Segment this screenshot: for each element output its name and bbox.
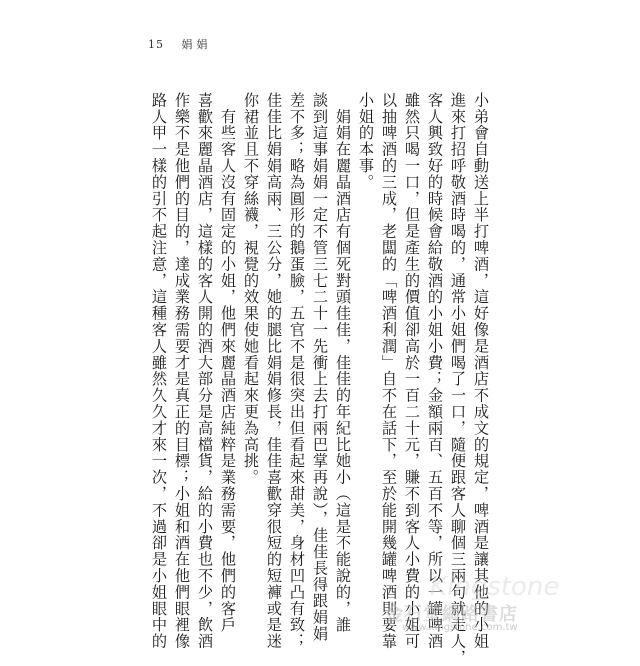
chapter-title: 娟娟 (181, 38, 212, 51)
text-column: 差不多；略為圓形的鵝蛋臉，五官不是很突出但看起來甜美，身材凹凸有致； (288, 92, 306, 650)
text-column: 談到這事娟娟一定不管三七二十一先衝上去打兩巴掌再說），佳佳長得跟娟娟 (311, 92, 329, 642)
text-column: 小弟會自動送上半打啤酒，這好像是酒店不成文的規定，啤酒是讓其他的小姐 (472, 92, 490, 650)
watermark-name: 金石堂網路書店 (385, 604, 518, 625)
watermark-script: Kingstone (430, 572, 560, 602)
text-column: 客人興致好的時候會給敬酒的小姐小費；金額兩百、五百不等，所以一罐啤酒 (426, 92, 444, 650)
text-column: 娟娟在麗晶酒店有個死對頭佳佳，佳佳的年紀比她小（這是不能說的，誰 (334, 92, 352, 634)
text-column: 以抽啤酒的三成，老闆的「啤酒利潤」自不在話下，至於能開幾罐啤酒則要靠 (380, 92, 398, 650)
text-column: 你裙並且不穿絲襪，視覺的效果使她看起來更為高挑。 (242, 92, 260, 486)
page-number: 15 (148, 38, 164, 51)
text-column: 喜歡來麗晶酒店，這樣的客人開的酒大部分是高檔貨，給的小費也不少，飲酒 (196, 92, 214, 650)
text-column: 雖然只喝一口，但是產生的價值卻高於一百二十元，賺不到客人小費的小姐可 (403, 92, 421, 650)
text-column: 小姐的本事。 (357, 92, 375, 191)
text-column: 作樂不是他們的目的，達成業務需要才是真正的目標；小姐和酒在他們眼裡像 (173, 92, 191, 650)
watermark-url: www.kingstone.com.tw (402, 622, 518, 633)
text-column: 進來打招呼敬酒時喝的，通常小姐們喝了一口，隨便跟客人聊個三兩句就走人， (449, 92, 467, 666)
running-header (148, 36, 212, 52)
text-column: 路人甲一樣的引不起注意，這種客人雖然久久才來一次，不過卻是小姐眼中的 (150, 92, 168, 650)
text-column: 有些客人沒有固定的小姐，他們來麗晶酒店純粹是業務需要，他們的客戶 (219, 92, 237, 634)
text-column: 佳佳比娟娟高兩、三公分，她的腿比娟娟修長，佳佳喜歡穿很短的短褲或是迷 (265, 92, 283, 650)
